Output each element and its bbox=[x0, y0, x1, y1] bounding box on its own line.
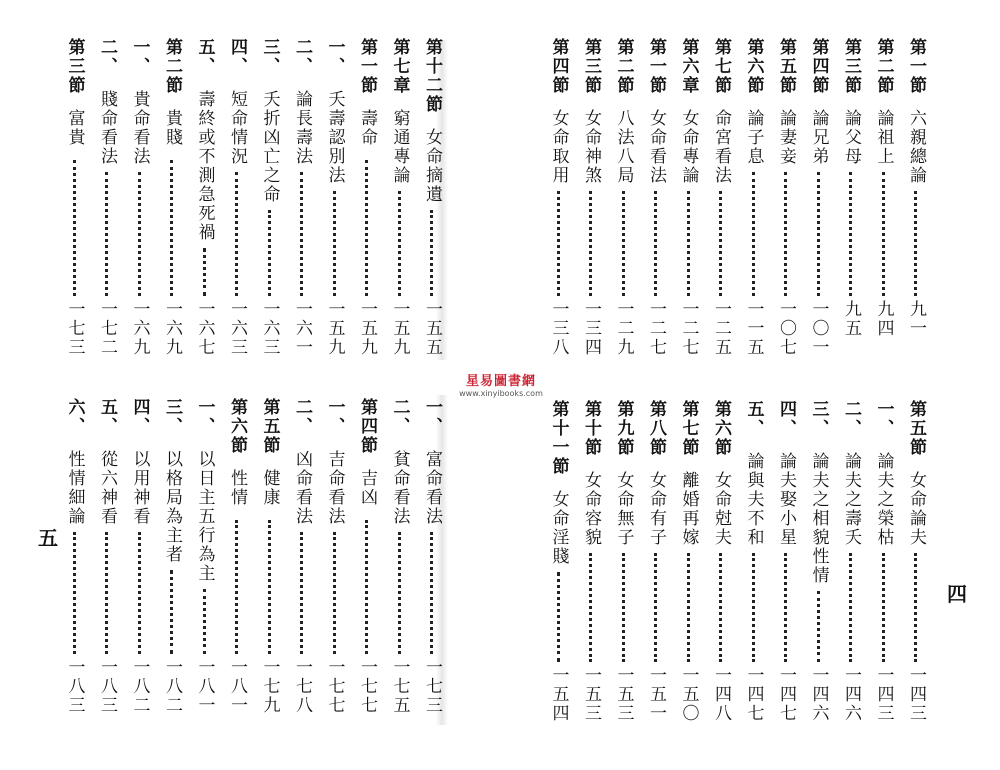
watermark-url: www.xinyibooks.com bbox=[459, 389, 543, 398]
toc-entry-title: 論祖上 bbox=[873, 109, 894, 166]
toc-entry-heading: 二、 bbox=[292, 38, 312, 76]
toc-entry-heading: 第一節 bbox=[357, 38, 377, 95]
toc-entry-heading: 一、 bbox=[129, 38, 150, 76]
toc-entry bbox=[126, 398, 154, 526]
toc-entry-heading: 第三節 bbox=[581, 38, 601, 95]
toc-entry bbox=[870, 400, 898, 547]
toc-leader-dots bbox=[93, 172, 121, 296]
toc-entry-heading: 第六節 bbox=[227, 398, 247, 455]
toc-entry-title: 吉凶 bbox=[357, 469, 377, 507]
toc-entry-title: 以用神看 bbox=[129, 450, 150, 526]
toc-entry-title: 健康 bbox=[259, 469, 280, 507]
toc-entry-heading: 四、 bbox=[776, 400, 796, 438]
toc-entry-title: 女命摘遺 bbox=[422, 128, 442, 204]
toc-entry bbox=[158, 398, 186, 564]
toc-entry bbox=[805, 400, 833, 585]
toc-page-number: 一六一 bbox=[292, 300, 312, 357]
toc-leader-dots bbox=[870, 172, 898, 296]
toc-page-number: 一五三 bbox=[581, 666, 601, 723]
toc-entry bbox=[223, 398, 251, 507]
toc-entry bbox=[353, 398, 381, 507]
toc-entry-title: 短命情況 bbox=[227, 90, 247, 166]
toc-entry bbox=[418, 398, 446, 526]
toc-entry bbox=[418, 38, 446, 204]
toc-entry-title: 以格局為主者 bbox=[162, 450, 182, 564]
toc-entry-title: 女命有子 bbox=[646, 471, 666, 547]
toc-entry-title: 貴賤 bbox=[162, 109, 182, 147]
toc-leader-dots bbox=[256, 210, 284, 296]
toc-entry-heading: 第一節 bbox=[646, 38, 666, 95]
toc-page-number: 一四三 bbox=[873, 666, 894, 723]
toc-entry bbox=[321, 38, 349, 185]
toc-entry-heading: 第四節 bbox=[808, 38, 829, 95]
toc-entry-title: 性情 bbox=[227, 469, 247, 507]
toc-entry bbox=[902, 400, 930, 547]
toc-entry-heading: 四、 bbox=[129, 398, 150, 436]
toc-leader-dots bbox=[61, 532, 89, 654]
toc-entry-title: 論父母 bbox=[841, 109, 861, 166]
toc-entry-title: 窮通專論 bbox=[389, 109, 410, 185]
toc-page-number: 一六九 bbox=[129, 300, 150, 357]
toc-leader-dots bbox=[805, 172, 833, 296]
toc-entry bbox=[61, 398, 89, 526]
toc-entry-title: 女命淫賤 bbox=[548, 490, 569, 566]
toc-entry-heading: 二、 bbox=[97, 38, 117, 76]
toc-page-number: 一七三 bbox=[422, 658, 442, 715]
toc-entry-title: 八法八局 bbox=[613, 109, 634, 185]
toc-leader-dots bbox=[223, 520, 251, 654]
toc-entry-title: 富貴 bbox=[64, 109, 85, 147]
toc-entry-heading: 第四節 bbox=[548, 38, 569, 95]
toc-entry bbox=[158, 38, 186, 147]
toc-entry bbox=[642, 38, 670, 185]
toc-entry-heading: 五、 bbox=[97, 398, 117, 436]
toc-page-number: 一八二 bbox=[129, 658, 150, 715]
toc-leader-dots bbox=[902, 191, 930, 296]
toc-entry bbox=[577, 400, 605, 547]
toc-entry-heading: 第五節 bbox=[259, 398, 280, 455]
toc-entry bbox=[256, 38, 284, 204]
toc-leader-dots bbox=[93, 532, 121, 654]
toc-leader-dots bbox=[191, 589, 219, 654]
toc-entry-heading: 六、 bbox=[64, 398, 85, 436]
toc-page-number: 一六三 bbox=[227, 300, 247, 357]
toc-entry-title: 論兄弟 bbox=[808, 109, 829, 166]
toc-entry-heading: 三、 bbox=[259, 38, 280, 76]
toc-entry-title: 女命論夫 bbox=[906, 471, 926, 547]
toc-page-number: 一六九 bbox=[162, 300, 182, 357]
toc-entry-heading: 二、 bbox=[389, 398, 410, 436]
toc-entry-title: 論夫之壽夭 bbox=[841, 452, 861, 547]
toc-entry-title: 富命看法 bbox=[422, 450, 442, 526]
toc-page-number: 一四七 bbox=[743, 666, 764, 723]
toc-entry bbox=[675, 400, 703, 547]
toc-page-number: 一八三 bbox=[64, 658, 85, 715]
toc-entry bbox=[126, 38, 154, 166]
toc-entry bbox=[61, 38, 89, 147]
toc-leader-dots bbox=[675, 553, 703, 662]
toc-page-number: 一八一 bbox=[194, 658, 215, 715]
toc-entry-title: 貧命看法 bbox=[389, 450, 410, 526]
toc-entry bbox=[805, 38, 833, 166]
toc-entry-heading: 第八節 bbox=[646, 400, 666, 457]
toc-entry-heading: 第七節 bbox=[711, 38, 731, 95]
toc-entry-title: 女命尅夫 bbox=[711, 471, 731, 547]
toc-page-number: 一七二 bbox=[97, 300, 117, 357]
toc-leader-dots bbox=[577, 191, 605, 296]
toc-entry-title: 女命看法 bbox=[646, 109, 666, 185]
toc-entry bbox=[353, 38, 381, 147]
toc-entry-title: 性情細論 bbox=[64, 450, 85, 526]
toc-entry bbox=[191, 38, 219, 242]
toc-leader-dots bbox=[772, 172, 800, 296]
toc-entry bbox=[902, 38, 930, 185]
toc-entry-heading: 第三節 bbox=[64, 38, 85, 95]
toc-leader-dots bbox=[642, 191, 670, 296]
toc-page-number: 一五〇 bbox=[678, 666, 699, 723]
toc-leader-dots bbox=[386, 532, 414, 654]
toc-entry-title: 女命專論 bbox=[678, 109, 699, 185]
toc-entry-heading: 第六節 bbox=[743, 38, 764, 95]
toc-entry-heading: 第十二節 bbox=[422, 38, 442, 114]
toc-leader-dots bbox=[61, 160, 89, 296]
toc-page-number: 一四六 bbox=[808, 666, 829, 723]
toc-leader-dots bbox=[418, 532, 446, 654]
toc-page-number: 一八二 bbox=[162, 658, 182, 715]
toc-entry-title: 女命神煞 bbox=[581, 109, 601, 185]
toc-leader-dots bbox=[288, 532, 316, 654]
toc-leader-dots bbox=[386, 191, 414, 296]
toc-entry-heading: 一、 bbox=[324, 398, 345, 436]
toc-entry bbox=[707, 400, 735, 547]
toc-entry-heading: 四、 bbox=[227, 38, 247, 76]
toc-entry bbox=[545, 400, 573, 566]
toc-leader-dots bbox=[321, 191, 349, 296]
toc-entry-title: 夭壽認別法 bbox=[324, 90, 345, 185]
toc-entry-title: 論長壽法 bbox=[292, 90, 312, 166]
toc-leader-dots bbox=[675, 191, 703, 296]
toc-leader-dots bbox=[740, 172, 768, 296]
toc-entry-title: 女命取用 bbox=[548, 109, 569, 185]
toc-page-number: 一八三 bbox=[97, 658, 117, 715]
toc-entry-heading: 第七章 bbox=[389, 38, 410, 95]
toc-leader-dots bbox=[288, 172, 316, 296]
toc-entry bbox=[577, 38, 605, 185]
toc-leader-dots bbox=[707, 553, 735, 662]
toc-page-number: 一五五 bbox=[422, 300, 442, 357]
toc-leader-dots bbox=[223, 172, 251, 296]
toc-entry-heading: 第六節 bbox=[711, 400, 731, 457]
toc-entry bbox=[772, 400, 800, 547]
toc-entry bbox=[837, 400, 865, 547]
toc-page-number: 一〇一 bbox=[808, 300, 829, 357]
toc-leader-dots bbox=[545, 191, 573, 296]
toc-leader-dots bbox=[837, 172, 865, 296]
toc-entry-heading: 三、 bbox=[162, 398, 182, 436]
toc-page-number: 一二七 bbox=[678, 300, 699, 357]
toc-entry bbox=[740, 400, 768, 547]
toc-page-number: 一五九 bbox=[357, 300, 377, 357]
toc-page-number: 九五 bbox=[841, 300, 861, 338]
toc-entry-heading: 五、 bbox=[743, 400, 764, 438]
toc-entry-title: 以日主五行為主 bbox=[194, 450, 215, 583]
toc-leader-dots bbox=[126, 532, 154, 654]
toc-entry bbox=[386, 38, 414, 185]
toc-page-number: 一五一 bbox=[646, 666, 666, 723]
toc-entry bbox=[256, 398, 284, 507]
toc-entry-title: 吉命看法 bbox=[324, 450, 345, 526]
toc-page-number: 一五九 bbox=[324, 300, 345, 357]
toc-page-number: 一二五 bbox=[711, 300, 731, 357]
toc-page-number: 一七九 bbox=[259, 658, 280, 715]
toc-page-number: 一四七 bbox=[776, 666, 796, 723]
toc-page-number: 一五三 bbox=[613, 666, 634, 723]
toc-leader-dots bbox=[191, 248, 219, 296]
toc-entry bbox=[191, 398, 219, 583]
toc-entry-title: 命宮看法 bbox=[711, 109, 731, 185]
toc-leader-dots bbox=[870, 553, 898, 662]
toc-leader-dots bbox=[740, 553, 768, 662]
toc-entry bbox=[545, 38, 573, 185]
toc-entry-title: 從六神看 bbox=[97, 450, 117, 526]
toc-entry-title: 壽命 bbox=[357, 109, 377, 147]
toc-page-number: 一三四 bbox=[581, 300, 601, 357]
toc-page-number: 一四八 bbox=[711, 666, 731, 723]
toc-leader-dots bbox=[642, 553, 670, 662]
toc-entry-heading: 一、 bbox=[194, 398, 215, 436]
toc-leader-dots bbox=[353, 160, 381, 296]
toc-entry-title: 離婚再嫁 bbox=[678, 471, 699, 547]
toc-page-number: 九一 bbox=[906, 300, 926, 338]
toc-entry-heading: 第一節 bbox=[906, 38, 926, 95]
toc-leader-dots bbox=[902, 553, 930, 662]
toc-entry bbox=[93, 38, 121, 166]
toc-page-number: 一六三 bbox=[259, 300, 280, 357]
left-page-folio: 五 bbox=[38, 526, 58, 550]
right-page-folio: 四 bbox=[947, 582, 967, 606]
toc-leader-dots bbox=[321, 532, 349, 654]
toc-entry bbox=[642, 400, 670, 547]
toc-entry bbox=[223, 38, 251, 166]
toc-page-number: 一〇七 bbox=[776, 300, 796, 357]
toc-entry-title: 論子息 bbox=[743, 109, 764, 166]
toc-entry bbox=[386, 398, 414, 526]
toc-entry-heading: 一、 bbox=[422, 398, 442, 436]
toc-entry-heading: 第十一節 bbox=[548, 400, 569, 476]
toc-page-number: 一四三 bbox=[906, 666, 926, 723]
toc-entry bbox=[288, 38, 316, 166]
toc-entry bbox=[772, 38, 800, 166]
toc-entry bbox=[288, 398, 316, 526]
toc-page-number: 一七七 bbox=[324, 658, 345, 715]
toc-entry-heading: 第二節 bbox=[613, 38, 634, 95]
toc-page-number: 一二九 bbox=[613, 300, 634, 357]
toc-leader-dots bbox=[158, 160, 186, 296]
toc-entry-heading: 第十節 bbox=[581, 400, 601, 457]
toc-leader-dots bbox=[126, 172, 154, 296]
toc-entry-heading: 第七節 bbox=[678, 400, 699, 457]
toc-entry-heading: 第四節 bbox=[357, 398, 377, 455]
toc-entry bbox=[837, 38, 865, 166]
toc-entry-title: 夭折凶亡之命 bbox=[259, 90, 280, 204]
watermark bbox=[458, 370, 544, 398]
toc-entry bbox=[740, 38, 768, 166]
toc-leader-dots bbox=[610, 553, 638, 662]
toc-page-number: 一一五 bbox=[743, 300, 764, 357]
toc-entry bbox=[675, 38, 703, 185]
toc-entry bbox=[93, 398, 121, 526]
toc-leader-dots bbox=[158, 570, 186, 654]
toc-entry-heading: 第五節 bbox=[776, 38, 796, 95]
toc-page-number: 一五九 bbox=[389, 300, 410, 357]
toc-entry-heading: 二、 bbox=[292, 398, 312, 436]
toc-leader-dots bbox=[545, 572, 573, 662]
toc-entry-title: 壽終或不測急死禍 bbox=[194, 90, 215, 242]
toc-entry-heading: 第二節 bbox=[873, 38, 894, 95]
toc-entry-title: 論夫之榮枯 bbox=[873, 452, 894, 547]
toc-entry-heading: 第二節 bbox=[162, 38, 182, 95]
toc-page-number: 一七八 bbox=[292, 658, 312, 715]
toc-entry-heading: 第三節 bbox=[841, 38, 861, 95]
toc-leader-dots bbox=[837, 553, 865, 662]
toc-page-number: 一五四 bbox=[548, 666, 569, 723]
toc-entry-title: 貴命看法 bbox=[129, 90, 150, 166]
toc-entry bbox=[707, 38, 735, 185]
toc-entry-title: 論夫之相貌性情 bbox=[808, 452, 829, 585]
toc-leader-dots bbox=[353, 520, 381, 654]
watermark-logo: 星易圖書網 bbox=[465, 374, 536, 389]
toc-page-number: 一六七 bbox=[194, 300, 215, 357]
toc-page-number: 一二七 bbox=[646, 300, 666, 357]
toc-entry-title: 凶命看法 bbox=[292, 450, 312, 526]
toc-entry bbox=[321, 398, 349, 526]
toc-entry-heading: 第九節 bbox=[613, 400, 634, 457]
toc-entry-title: 女命無子 bbox=[613, 471, 634, 547]
toc-entry-heading: 三、 bbox=[808, 400, 829, 438]
toc-entry-heading: 五、 bbox=[194, 38, 215, 76]
toc-entry-title: 論妻妾 bbox=[776, 109, 796, 166]
toc-page-number: 一八一 bbox=[227, 658, 247, 715]
toc-entry-heading: 第五節 bbox=[906, 400, 926, 457]
toc-entry-heading: 二、 bbox=[841, 400, 861, 438]
toc-page-number: 一七五 bbox=[389, 658, 410, 715]
toc-leader-dots bbox=[805, 591, 833, 662]
toc-entry bbox=[610, 38, 638, 185]
toc-entry-heading: 一、 bbox=[873, 400, 894, 438]
toc-page-number: 一三八 bbox=[548, 300, 569, 357]
toc-page-number: 一七三 bbox=[64, 300, 85, 357]
toc-entry-heading: 一、 bbox=[324, 38, 345, 76]
toc-leader-dots bbox=[577, 553, 605, 662]
toc-page-number: 一四六 bbox=[841, 666, 861, 723]
toc-leader-dots bbox=[256, 520, 284, 654]
toc-entry-title: 女命容貌 bbox=[581, 471, 601, 547]
toc-leader-dots bbox=[707, 191, 735, 296]
toc-entry bbox=[610, 400, 638, 547]
toc-entry-title: 六親總論 bbox=[906, 109, 926, 185]
toc-entry-heading: 第六章 bbox=[678, 38, 699, 95]
toc-entry-title: 論與夫不和 bbox=[743, 452, 764, 547]
toc-leader-dots bbox=[610, 191, 638, 296]
toc-entry-title: 賤命看法 bbox=[97, 90, 117, 166]
toc-leader-dots bbox=[418, 210, 446, 296]
toc-entry bbox=[870, 38, 898, 166]
toc-entry-title: 論夫娶小星 bbox=[776, 452, 796, 547]
toc-page-number: 一七七 bbox=[357, 658, 377, 715]
toc-leader-dots bbox=[772, 553, 800, 662]
toc-page-number: 九四 bbox=[873, 300, 894, 338]
